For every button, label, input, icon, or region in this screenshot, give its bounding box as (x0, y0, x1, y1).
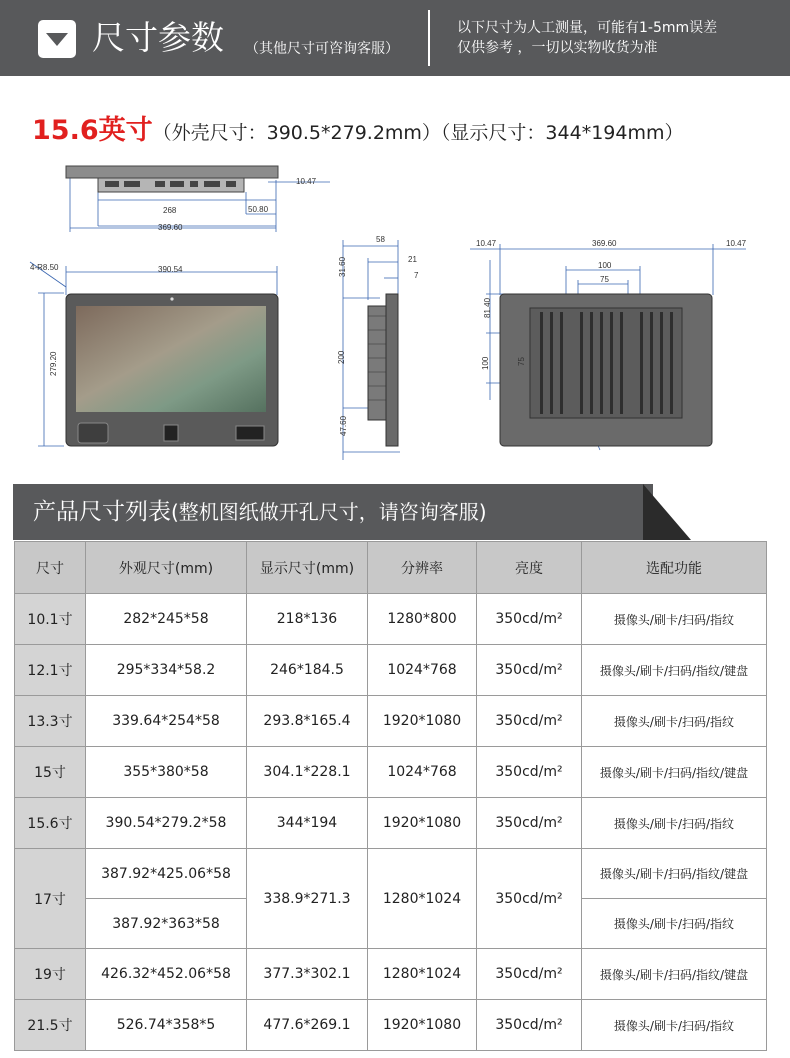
table-cell: 282*245*58 (86, 594, 247, 645)
table-cell: 1280*800 (368, 594, 477, 645)
table-row (15, 594, 767, 645)
size-cell: 10.1寸 (15, 594, 86, 645)
dim-label: 7 (414, 271, 419, 280)
table-cell: 摄像头/刷卡/扫码/指纹/键盘 (582, 747, 767, 798)
table-cell: 477.6*269.1 (247, 1000, 368, 1051)
dim-label: 50.80 (248, 205, 269, 214)
dim-label: 10.47 (726, 239, 747, 248)
table-cell: 摄像头/刷卡/扫码/指纹 (582, 594, 767, 645)
measurement-note: 以下尺寸为人工测量，可能有1-5mm误差 仅供参考 ，一切以实物收货为准 (457, 20, 718, 56)
section-title: 产品尺寸列表(整机图纸做开孔尺寸，请咨询客服) (33, 499, 487, 525)
table-cell: 350cd/m² (477, 645, 582, 696)
table-cell: 390.54*279.2*58 (86, 798, 247, 849)
table-cell: 350cd/m² (477, 798, 582, 849)
dim-label: 75 (517, 357, 526, 366)
size-cell: 21.5寸 (15, 1000, 86, 1051)
table-cell: 293.8*165.4 (247, 696, 368, 747)
col-header: 尺寸 (15, 542, 86, 594)
table-cell: 1024*768 (368, 645, 477, 696)
table-cell: 377.3*302.1 (247, 949, 368, 1000)
table-cell: 526.74*358*5 (86, 1000, 247, 1051)
table-cell: 350cd/m² (477, 696, 582, 747)
size-cell: 13.3寸 (15, 696, 86, 747)
header-divider (428, 10, 430, 66)
table-cell: 426.32*452.06*58 (86, 949, 247, 1000)
dimension-drawing (0, 150, 790, 480)
table-cell: 304.1*228.1 (247, 747, 368, 798)
table-row (15, 747, 767, 798)
table-cell: 1920*1080 (368, 696, 477, 747)
header-bar (0, 0, 790, 76)
page-subtitle: （其他尺寸可咨询客服） (245, 41, 399, 57)
table-cell: 350cd/m² (477, 949, 582, 1000)
table-row (15, 949, 767, 1000)
table-cell: 355*380*58 (86, 747, 247, 798)
page-title: 尺寸参数 (92, 18, 224, 57)
table-cell: 1024*768 (368, 747, 477, 798)
dim-label: 81.40 (483, 297, 492, 318)
table-cell: 246*184.5 (247, 645, 368, 696)
col-header: 显示尺寸(mm) (247, 542, 368, 594)
table-cell: 350cd/m² (477, 747, 582, 798)
table-cell: 1920*1080 (368, 1000, 477, 1051)
size-table (14, 541, 767, 1051)
dim-label: 390.54 (158, 265, 183, 274)
table-row: 387.92*363*58 摄像头/刷卡/扫码/指纹 (15, 899, 767, 949)
table-row: 17寸 387.92*425.06*58 338.9*271.3 1280*1024 350cd/m² 摄像头/刷卡/扫码/指纹/键盘 (15, 849, 767, 899)
spec-size: 15.6英寸 (32, 115, 153, 146)
size-cell: 15.6寸 (15, 798, 86, 849)
table-cell: 350cd/m² (477, 594, 582, 645)
table-cell: 1280*1024 (368, 949, 477, 1000)
dim-label: 4-R8.50 (30, 263, 59, 272)
table-cell: 295*334*58.2 (86, 645, 247, 696)
dim-label: 279.20 (49, 351, 58, 376)
dim-label: 58 (376, 235, 385, 244)
size-cell: 12.1寸 (15, 645, 86, 696)
spec-line (32, 108, 683, 147)
size-cell: 19寸 (15, 949, 86, 1000)
dim-label: 75 (600, 275, 609, 284)
table-cell: 218*136 (247, 594, 368, 645)
col-header: 选配功能 (582, 542, 767, 594)
table-cell: 摄像头/刷卡/扫码/指纹 (582, 1000, 767, 1051)
table-row (15, 1000, 767, 1051)
size-cell: 15寸 (15, 747, 86, 798)
dim-label: 268 (163, 206, 177, 215)
table-row (15, 798, 767, 849)
chevron-down-icon (38, 20, 76, 58)
col-header: 分辨率 (368, 542, 477, 594)
dim-label: 369.60 (158, 223, 183, 232)
dim-label: 100 (598, 261, 612, 270)
table-cell: 摄像头/刷卡/扫码/指纹/键盘 (582, 949, 767, 1000)
table-cell: 摄像头/刷卡/扫码/指纹 (582, 696, 767, 747)
dim-label: 10.47 (296, 177, 317, 186)
screen-image (76, 306, 266, 412)
table-cell: 350cd/m² (477, 1000, 582, 1051)
table-row (15, 645, 767, 696)
dim-label: 10.47 (476, 239, 497, 248)
table-row (15, 696, 767, 747)
table-cell: 1920*1080 (368, 798, 477, 849)
table-cell: 摄像头/刷卡/扫码/指纹/键盘 (582, 645, 767, 696)
col-header: 外观尺寸(mm) (86, 542, 247, 594)
dim-label: 31.60 (338, 256, 347, 277)
table-cell: 摄像头/刷卡/扫码/指纹 (582, 798, 767, 849)
dim-label: 200 (337, 350, 346, 364)
col-header: 亮度 (477, 542, 582, 594)
table-cell: 344*194 (247, 798, 368, 849)
dim-label: 100 (481, 356, 490, 370)
dim-label: 369.60 (592, 239, 617, 248)
table-cell: 339.64*254*58 (86, 696, 247, 747)
dim-label: 21 (408, 255, 417, 264)
spec-detail: （外壳尺寸：390.5*279.2mm）（显示尺寸：344*194mm） (152, 122, 684, 144)
dim-label: 47.60 (339, 415, 348, 436)
table-header-row (15, 542, 767, 594)
